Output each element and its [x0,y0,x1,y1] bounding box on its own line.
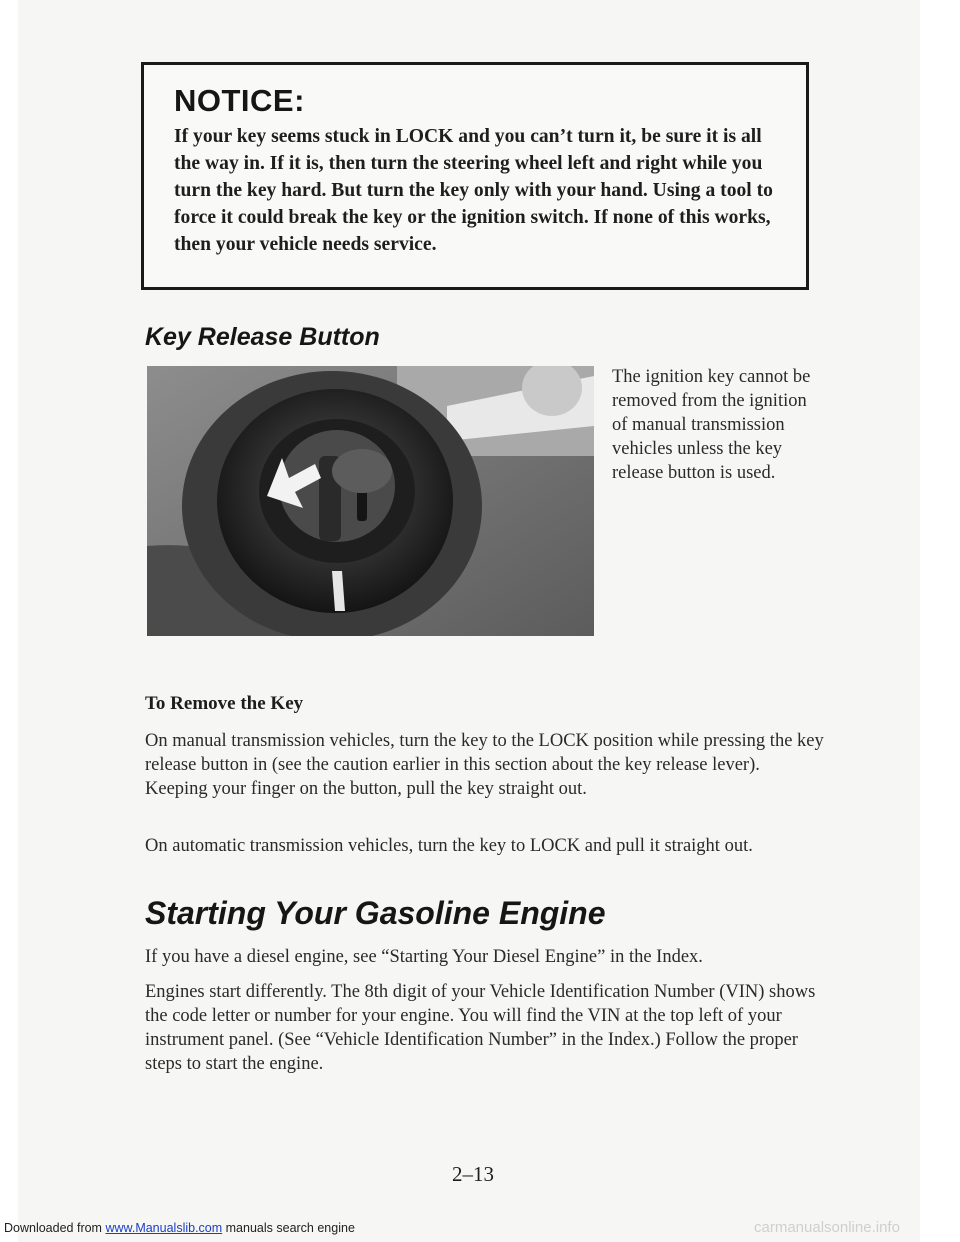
notice-box [141,62,809,290]
key-release-heading: Key Release Button [145,323,380,351]
remove-key-automatic-paragraph: On automatic transmission vehicles, turn the key to LOCK and pull it straight out. [145,836,753,856]
ignition-key-photo [147,366,594,636]
notice-text: If your key seems stuck in LOCK and you can’t turn it, be sure it is all the way in. If it is, then turn the steering wheel left and right while you turn the key hard. But turn the key only with your hand. Using a tool to force it could break the key or the ignition switch. If none of this works, then your vehicle needs service. [174,126,773,255]
footer-prefix: Downloaded from [4,1221,106,1235]
key-release-description: The ignition key cannot be removed from the ignition of manual transmission vehicles unless the key release button is used. [612,367,811,483]
download-footer [4,1221,355,1235]
remove-key-heading: To Remove the Key [145,693,304,714]
watermark: carmanualsonline.info [754,1219,900,1236]
page-number: 2–13 [452,1162,494,1186]
notice-title: NOTICE: [174,83,305,118]
footer-suffix: manuals search engine [222,1221,355,1235]
starting-engine-heading: Starting Your Gasoline Engine [145,895,606,931]
vin-paragraph: Engines start differently. The 8th digit of your Vehicle Identification Number (VIN) shows the code letter or number for your engine. You will find the VIN at the top left of your instrument panel. (See “Vehicle Identification Number” in the Index.) Follow the proper steps to start the engine. [145,982,816,1074]
remove-key-manual-paragraph: On manual transmission vehicles, turn the key to the LOCK position while pressing the key release button in (see the caution earlier in this section about the key release lever). Keeping your finger on the button, pull the key straight out. [145,731,824,799]
diesel-engine-paragraph: If you have a diesel engine, see “Starting Your Diesel Engine” in the Index. [145,947,703,967]
manualslib-link[interactable]: www.Manualslib.com [105,1221,223,1235]
